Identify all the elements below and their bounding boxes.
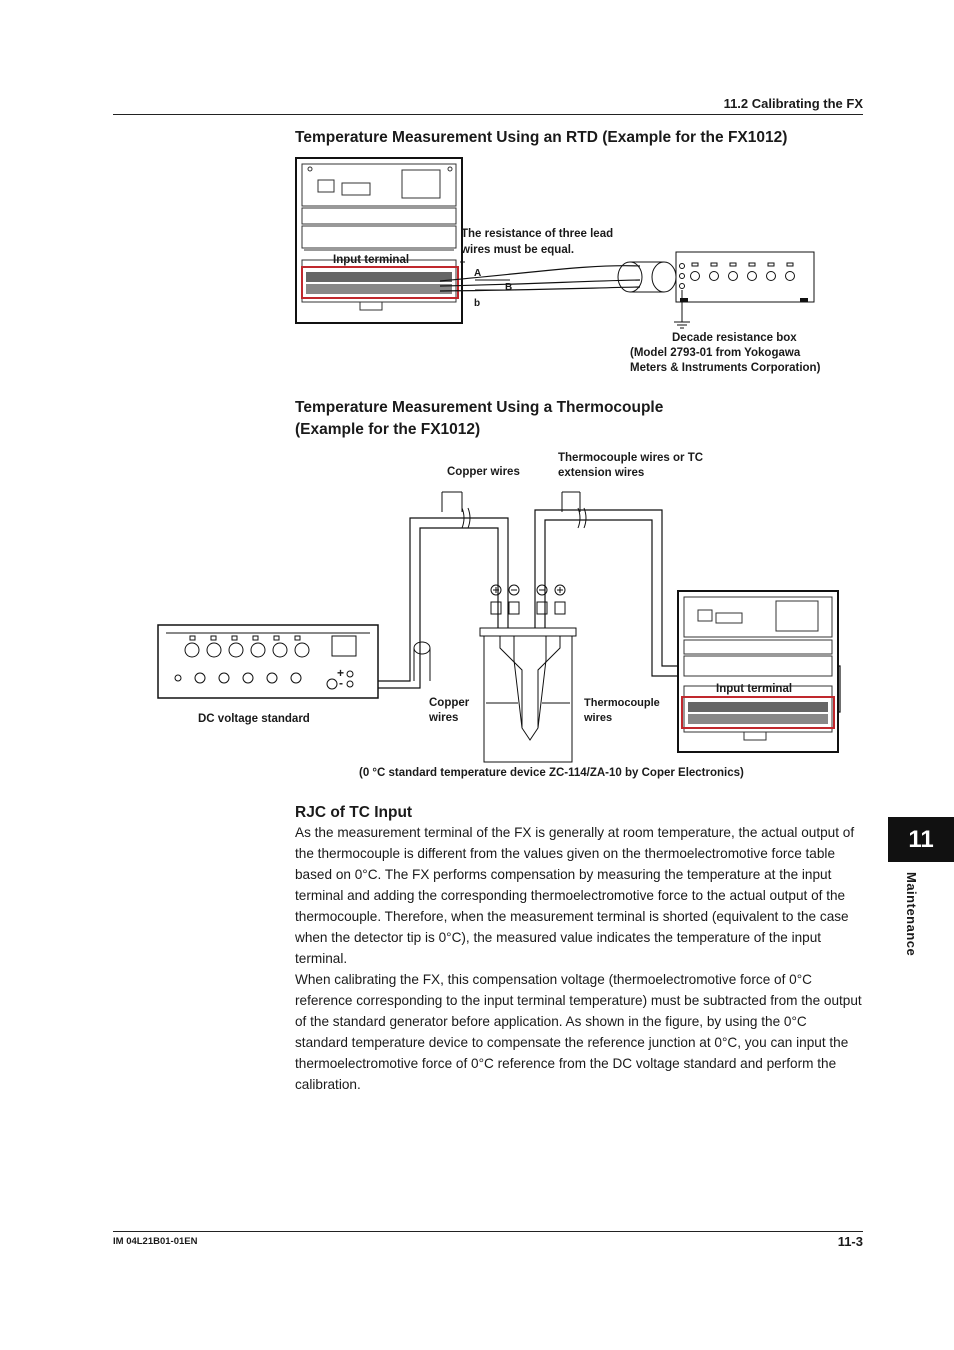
tc-input-terminal-label: Input terminal bbox=[716, 683, 793, 695]
tc-copper-wires-label: Copper wires bbox=[447, 466, 520, 478]
decade-box-label-2: (Model 2793-01 from Yokogawa bbox=[630, 347, 801, 359]
rtd-resistance-note-1: The resistance of three lead bbox=[461, 228, 614, 240]
thermocouple-wires-label-2: wires bbox=[584, 712, 613, 724]
chapter-tab: 11 bbox=[888, 817, 954, 862]
decade-box-label-3: Meters & Instruments Corporation) bbox=[630, 362, 821, 374]
doc-id: IM 04L21B01-01EN bbox=[113, 1236, 198, 1247]
rtd-resistance-note-2: wires must be equal. bbox=[461, 244, 575, 256]
chapter-label: Maintenance bbox=[904, 872, 919, 957]
footer-rule bbox=[113, 1231, 863, 1232]
rjc-title: RJC of TC Input bbox=[295, 804, 413, 821]
header-rule bbox=[113, 114, 863, 115]
tc-title-line2: (Example for the FX1012) bbox=[295, 421, 481, 438]
rjc-body bbox=[295, 822, 863, 1095]
rtd-title: Temperature Measurement Using an RTD (Example for the FX1012) bbox=[295, 129, 788, 146]
page-number: 11-3 bbox=[837, 1234, 863, 1249]
thermocouple-wires-label-1: Thermocouple bbox=[584, 697, 660, 709]
copper-wires-label-1: Copper bbox=[429, 697, 470, 709]
tc-title-line1: Temperature Measurement Using a Thermocouple bbox=[295, 399, 664, 416]
rtd-wire-a: A bbox=[474, 268, 482, 279]
section-header: 11.2 Calibrating the FX bbox=[723, 96, 863, 111]
dc-standard-label: DC voltage standard bbox=[198, 713, 310, 725]
device-caption: (0 °C standard temperature device ZC-114/ZA-10 by Coper Electronics) bbox=[359, 767, 744, 779]
dc-minus-sign: - bbox=[339, 676, 343, 690]
rtd-wire-b-lower: b bbox=[474, 298, 481, 309]
decade-box-label-1: Decade resistance box bbox=[672, 332, 797, 344]
copper-wires-label-2: wires bbox=[429, 712, 459, 724]
dc-plus-sign: + bbox=[337, 666, 345, 680]
tc-wires-label-2: extension wires bbox=[558, 467, 645, 479]
rjc-paragraph-2: When calibrating the FX, this compensation voltage (thermoelectromotive force of 0°C reference corresponding to the input terminal temperature) must be subtracted from the output of the standard generator before application. As shown in the figure, by using the 0°C standard temperature device to compensate the reference junction at 0°C, you can input the thermoelectromotive force of 0°C reference from the DC voltage standard and perform the calibration. bbox=[295, 972, 862, 1092]
rjc-paragraph-1: As the measurement terminal of the FX is generally at room temperature, the actual output of the thermocouple is different from the values given on the thermoelectromotive force table based on 0°C. The FX performs compensation by measuring the temperature at the input terminal and adding the corresponding thermoelectromotive force to the actual output of the thermocouple. Therefore, when the measurement terminal is shorted (equivalent to the case when the detector tip is 0°C), the measured value indicates the temperature of the input terminal. bbox=[295, 825, 855, 966]
rtd-wire-b: B bbox=[505, 282, 513, 293]
tc-wires-label-1: Thermocouple wires or TC bbox=[558, 452, 704, 464]
rtd-input-terminal-label: Input terminal bbox=[333, 254, 410, 266]
